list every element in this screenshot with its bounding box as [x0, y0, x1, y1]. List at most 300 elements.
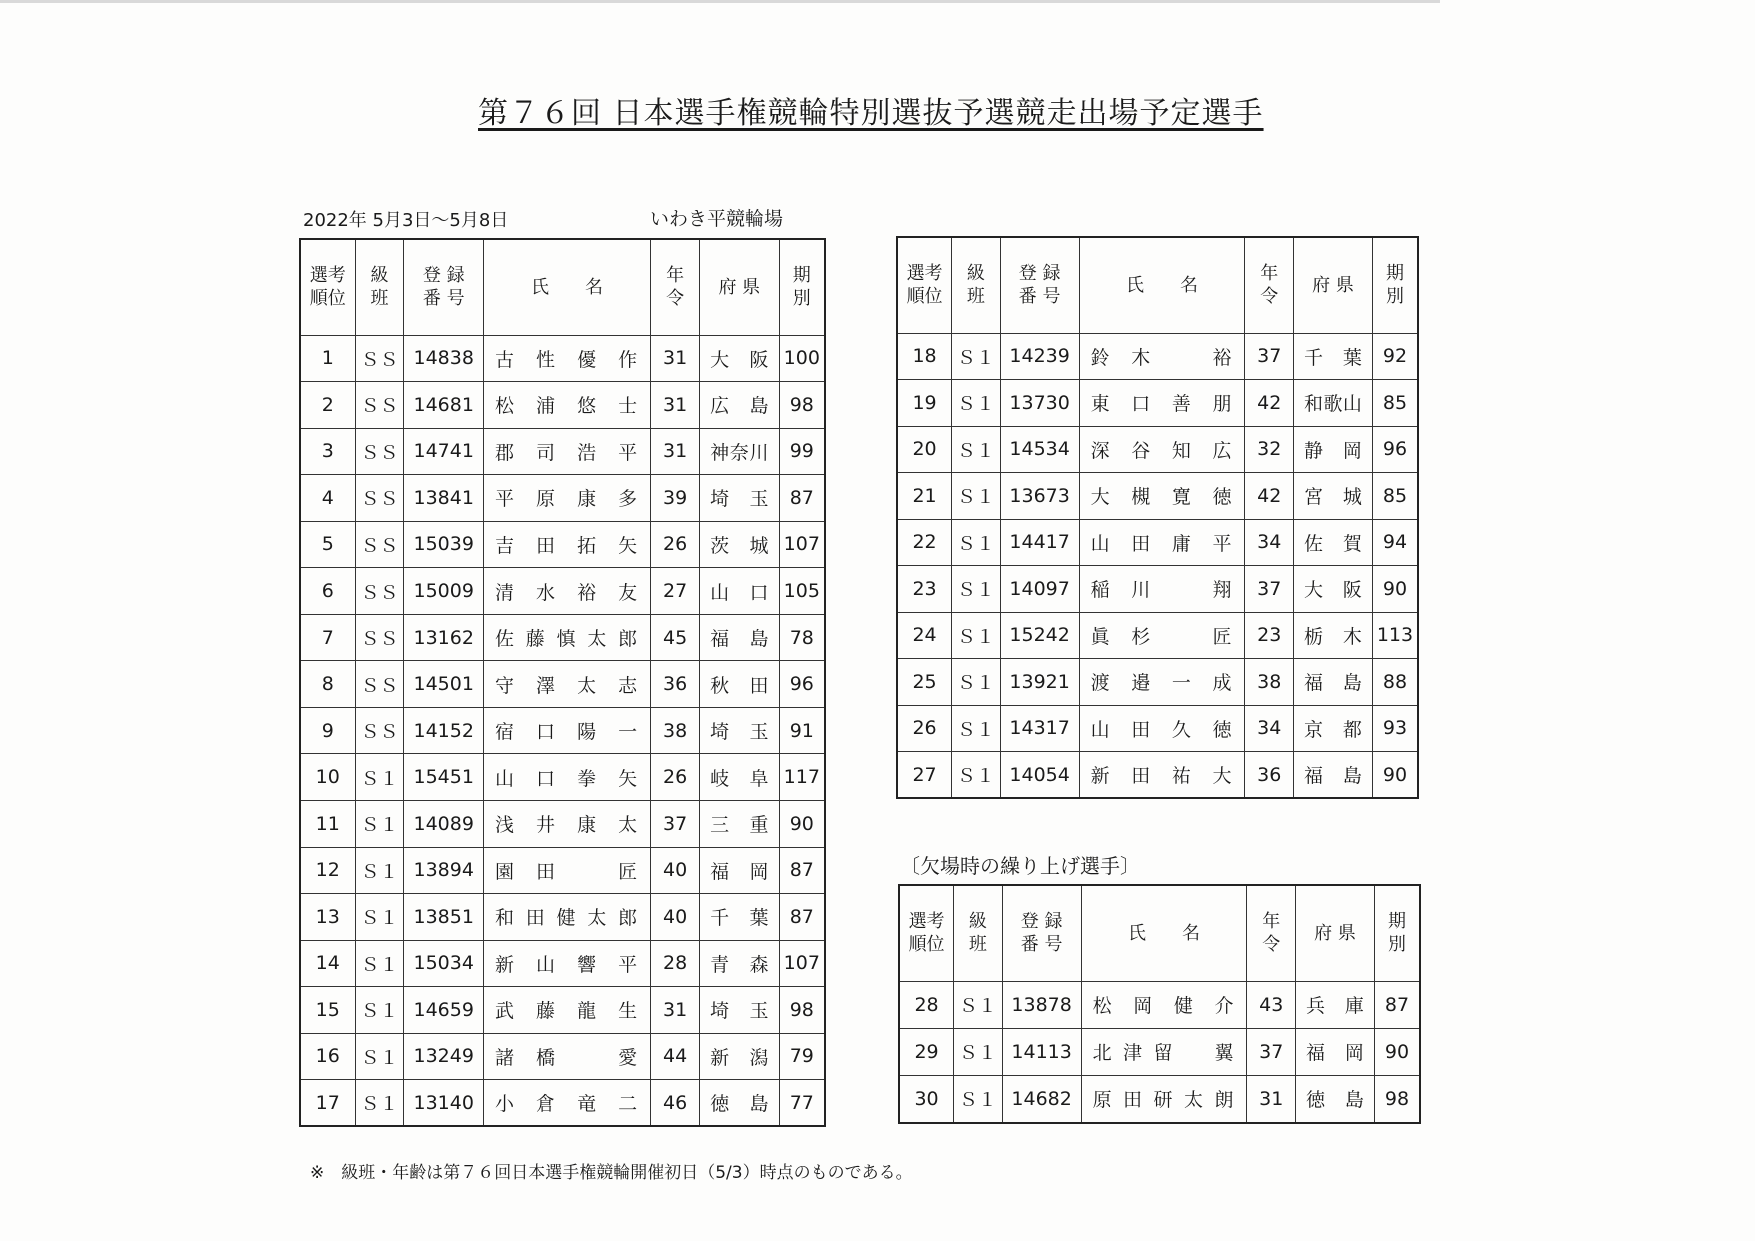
rank-cell: 6	[300, 568, 355, 615]
class-cell: Ｓ１	[355, 1080, 404, 1127]
col-class-header-line2: 班	[370, 288, 389, 310]
age-cell: 40	[651, 847, 700, 894]
reg-number-cell: 13730	[1000, 380, 1079, 427]
table-row	[897, 705, 1418, 752]
reg-number-cell: 15034	[404, 940, 484, 987]
term-cell: 90	[1374, 1028, 1420, 1075]
table-row	[300, 568, 825, 615]
term-cell: 93	[1372, 705, 1418, 752]
table-row	[899, 1028, 1420, 1075]
age-cell: 32	[1245, 426, 1294, 473]
name-cell: 園田 匠	[483, 847, 650, 894]
rank-cell: 22	[897, 519, 952, 566]
name-cell: 大槻寛徳	[1079, 473, 1245, 520]
term-cell: 105	[779, 568, 825, 615]
name-cell: 原田研太朗	[1081, 1076, 1247, 1123]
prefecture-cell: 福島	[1294, 752, 1373, 799]
col-pref-header: 府 県	[700, 239, 780, 335]
col-age-header-line2: 令	[1260, 286, 1279, 308]
class-cell: Ｓ１	[952, 566, 1001, 613]
rank-cell: 15	[300, 987, 355, 1034]
prefecture-cell: 千葉	[700, 894, 780, 941]
col-class-header-line1: 級	[966, 263, 985, 285]
col-age-header-line2: 令	[1262, 934, 1281, 956]
age-cell: 37	[1245, 333, 1294, 380]
prefecture-cell: 和歌山	[1294, 380, 1373, 427]
rank-cell: 19	[897, 380, 952, 427]
rank-cell: 17	[300, 1080, 355, 1127]
table-row	[897, 380, 1418, 427]
term-cell: 99	[779, 428, 825, 475]
class-cell: Ｓ１	[952, 659, 1001, 706]
class-cell: ＳＳ	[355, 568, 404, 615]
reg-number-cell: 15451	[404, 754, 484, 801]
name-cell: 佐藤慎太郎	[483, 614, 650, 661]
prefecture-cell: 佐賀	[1294, 519, 1373, 566]
col-age-header-line1: 年	[1262, 911, 1281, 933]
name-cell: 眞杉 匠	[1079, 612, 1245, 659]
term-cell: 96	[779, 661, 825, 708]
age-cell: 39	[651, 475, 700, 522]
table-row	[300, 707, 825, 754]
age-cell: 36	[651, 661, 700, 708]
date-range: 2022年 5月3日～5月8日	[303, 210, 509, 231]
header-row	[300, 239, 825, 335]
rank-cell: 7	[300, 614, 355, 661]
class-cell: Ｓ１	[355, 940, 404, 987]
prefecture-cell: 埼玉	[700, 987, 780, 1034]
prefecture-cell: 宮城	[1294, 473, 1373, 520]
name-cell: 新田祐大	[1079, 752, 1245, 799]
class-cell: Ｓ１	[954, 1076, 1003, 1123]
name-cell: 宿口陽一	[483, 707, 650, 754]
table-row	[300, 335, 825, 382]
term-cell: 79	[779, 1033, 825, 1080]
reg-number-cell: 14534	[1000, 426, 1079, 473]
name-cell: 鈴木 裕	[1079, 333, 1245, 380]
prefecture-cell: 兵庫	[1296, 981, 1375, 1028]
rank-cell: 1	[300, 335, 355, 382]
age-cell: 42	[1245, 380, 1294, 427]
table-row	[300, 614, 825, 661]
table-row	[300, 1080, 825, 1127]
col-pref-header: 府 県	[1296, 885, 1375, 981]
reg-number-cell: 13140	[404, 1080, 484, 1127]
table-row	[300, 1033, 825, 1080]
table-row	[300, 894, 825, 941]
col-reg-header	[404, 239, 484, 335]
col-class-header-line2: 班	[966, 286, 985, 308]
table-row	[897, 426, 1418, 473]
reg-number-cell: 14682	[1002, 1076, 1081, 1123]
prefecture-cell: 福島	[700, 614, 780, 661]
col-term-header-line1: 期	[1385, 263, 1404, 285]
prefecture-cell: 福岡	[700, 847, 780, 894]
term-cell: 91	[779, 707, 825, 754]
footnote: ※ 級班・年齢は第７６回日本選手権競輪開催初日（5/3）時点のものである。	[310, 1163, 913, 1183]
age-cell: 43	[1247, 981, 1296, 1028]
col-age-header-line2: 令	[666, 288, 685, 310]
name-cell: 小倉竜二	[483, 1080, 650, 1127]
prefecture-cell: 大阪	[700, 335, 780, 382]
col-age-header-line1: 年	[1260, 263, 1279, 285]
age-cell: 38	[651, 707, 700, 754]
reg-number-cell: 15242	[1000, 612, 1079, 659]
rank-cell: 14	[300, 940, 355, 987]
col-rank-header-line1: 選考	[906, 263, 943, 285]
class-cell: ＳＳ	[355, 382, 404, 429]
venue: いわき平競輪場	[650, 208, 784, 230]
name-cell: 吉田拓矢	[483, 521, 650, 568]
name-cell: 稲川 翔	[1079, 566, 1245, 613]
table-row	[300, 940, 825, 987]
age-cell: 27	[651, 568, 700, 615]
class-cell: Ｓ１	[952, 519, 1001, 566]
reg-number-cell: 14113	[1002, 1028, 1081, 1075]
col-age-header	[651, 239, 700, 335]
col-rank-header	[300, 239, 355, 335]
class-cell: Ｓ１	[954, 1028, 1003, 1075]
age-cell: 37	[1245, 566, 1294, 613]
col-rank-header-line2: 順位	[309, 288, 346, 310]
prefecture-cell: 徳島	[1296, 1076, 1375, 1123]
age-cell: 37	[1247, 1028, 1296, 1075]
rank-cell: 5	[300, 521, 355, 568]
rank-cell: 3	[300, 428, 355, 475]
prefecture-cell: 福島	[1294, 659, 1373, 706]
class-cell: Ｓ１	[954, 981, 1003, 1028]
reg-number-cell: 14659	[404, 987, 484, 1034]
col-class-header-line1: 級	[370, 265, 389, 287]
prefecture-cell: 静岡	[1294, 426, 1373, 473]
col-term-header	[1372, 237, 1418, 333]
class-cell: Ｓ１	[952, 612, 1001, 659]
age-cell: 31	[651, 987, 700, 1034]
name-cell: 武藤龍生	[483, 987, 650, 1034]
age-cell: 31	[1247, 1076, 1296, 1123]
col-name-header: 氏 名	[1079, 237, 1245, 333]
rank-cell: 2	[300, 382, 355, 429]
table-row	[300, 475, 825, 522]
prefecture-cell: 広島	[700, 382, 780, 429]
term-cell: 87	[779, 475, 825, 522]
col-term-header-line2: 別	[1385, 286, 1404, 308]
reg-number-cell: 14317	[1000, 705, 1079, 752]
age-cell: 23	[1245, 612, 1294, 659]
name-cell: 北津留 翼	[1081, 1028, 1247, 1075]
class-cell: Ｓ１	[355, 987, 404, 1034]
table-row	[300, 661, 825, 708]
term-cell: 88	[1372, 659, 1418, 706]
rank-cell: 23	[897, 566, 952, 613]
name-cell: 山田久徳	[1079, 705, 1245, 752]
col-class-header	[952, 237, 1001, 333]
term-cell: 98	[1374, 1076, 1420, 1123]
age-cell: 34	[1245, 519, 1294, 566]
col-rank-header-line1: 選考	[309, 265, 346, 287]
col-class-header	[355, 239, 404, 335]
col-term-header-line2: 別	[792, 288, 811, 310]
header-row	[897, 237, 1418, 333]
prefecture-cell: 千葉	[1294, 333, 1373, 380]
age-cell: 31	[651, 428, 700, 475]
col-class-header-line2: 班	[968, 934, 987, 956]
table-row	[897, 566, 1418, 613]
reg-number-cell: 14089	[404, 800, 484, 847]
col-name-header: 氏 名	[483, 239, 650, 335]
reg-number-cell: 14417	[1000, 519, 1079, 566]
age-cell: 40	[651, 894, 700, 941]
table-row	[897, 612, 1418, 659]
reg-number-cell: 14054	[1000, 752, 1079, 799]
col-rank-header-line2: 順位	[908, 934, 945, 956]
term-cell: 78	[779, 614, 825, 661]
col-age-header	[1247, 885, 1296, 981]
rank-cell: 18	[897, 333, 952, 380]
class-cell: Ｓ１	[952, 473, 1001, 520]
col-reg-header-line2: 番 号	[422, 288, 465, 310]
col-reg-header-line2: 番 号	[1020, 934, 1063, 956]
class-cell: Ｓ１	[355, 1033, 404, 1080]
name-cell: 和田健太郎	[483, 894, 650, 941]
col-name-header: 氏 名	[1081, 885, 1247, 981]
rank-cell: 24	[897, 612, 952, 659]
reg-number-cell: 14097	[1000, 566, 1079, 613]
table-row	[300, 428, 825, 475]
table-row	[897, 752, 1418, 799]
prefecture-cell: 京都	[1294, 705, 1373, 752]
class-cell: Ｓ１	[952, 333, 1001, 380]
name-cell: 清水裕友	[483, 568, 650, 615]
term-cell: 90	[1372, 566, 1418, 613]
term-cell: 85	[1372, 473, 1418, 520]
reg-number-cell: 14681	[404, 382, 484, 429]
table-row	[300, 382, 825, 429]
term-cell: 98	[779, 987, 825, 1034]
name-cell: 諸橋 愛	[483, 1033, 650, 1080]
col-term-header-line1: 期	[1387, 911, 1406, 933]
class-cell: ＳＳ	[355, 661, 404, 708]
col-term-header	[779, 239, 825, 335]
term-cell: 117	[779, 754, 825, 801]
prefecture-cell: 秋田	[700, 661, 780, 708]
rank-cell: 13	[300, 894, 355, 941]
age-cell: 26	[651, 521, 700, 568]
col-reg-header-line2: 番 号	[1018, 286, 1061, 308]
prefecture-cell: 埼玉	[700, 475, 780, 522]
rank-cell: 29	[899, 1028, 954, 1075]
col-term-header	[1374, 885, 1420, 981]
class-cell: Ｓ１	[952, 426, 1001, 473]
class-cell: Ｓ１	[952, 705, 1001, 752]
age-cell: 46	[651, 1080, 700, 1127]
class-cell: ＳＳ	[355, 335, 404, 382]
reg-number-cell: 13162	[404, 614, 484, 661]
term-cell: 77	[779, 1080, 825, 1127]
rank-cell: 27	[897, 752, 952, 799]
rank-cell: 21	[897, 473, 952, 520]
reg-number-cell: 13249	[404, 1033, 484, 1080]
table-row	[897, 333, 1418, 380]
term-cell: 92	[1372, 333, 1418, 380]
name-cell: 松浦悠士	[483, 382, 650, 429]
prefecture-cell: 徳島	[700, 1080, 780, 1127]
table-row	[897, 659, 1418, 706]
prefecture-cell: 山口	[700, 568, 780, 615]
col-reg-header-line1: 登 録	[1020, 911, 1063, 933]
col-reg-header	[1000, 237, 1079, 333]
prefecture-cell: 埼玉	[700, 707, 780, 754]
table-row	[300, 521, 825, 568]
col-reg-header-line1: 登 録	[1018, 263, 1061, 285]
col-reg-header	[1002, 885, 1081, 981]
table-row	[899, 981, 1420, 1028]
prefecture-cell: 福岡	[1296, 1028, 1375, 1075]
class-cell: Ｓ１	[355, 847, 404, 894]
reg-number-cell: 15009	[404, 568, 484, 615]
table-row	[300, 987, 825, 1034]
class-cell: ＳＳ	[355, 475, 404, 522]
term-cell: 85	[1372, 380, 1418, 427]
class-cell: ＳＳ	[355, 428, 404, 475]
col-class-header	[954, 885, 1003, 981]
reg-number-cell: 13841	[404, 475, 484, 522]
riders-table-left	[299, 238, 826, 1127]
age-cell: 44	[651, 1033, 700, 1080]
col-rank-header-line1: 選考	[908, 911, 945, 933]
reg-number-cell: 13673	[1000, 473, 1079, 520]
alternates-heading: 〔欠場時の繰り上げ選手〕	[900, 854, 1140, 878]
age-cell: 28	[651, 940, 700, 987]
col-term-header-line1: 期	[792, 265, 811, 287]
prefecture-cell: 大阪	[1294, 566, 1373, 613]
term-cell: 107	[779, 521, 825, 568]
age-cell: 26	[651, 754, 700, 801]
table-row	[300, 754, 825, 801]
age-cell: 34	[1245, 705, 1294, 752]
col-pref-header: 府 県	[1294, 237, 1373, 333]
table-row	[300, 847, 825, 894]
name-cell: 山田庸平	[1079, 519, 1245, 566]
name-cell: 新山響平	[483, 940, 650, 987]
term-cell: 98	[779, 382, 825, 429]
reg-number-cell: 14838	[404, 335, 484, 382]
age-cell: 42	[1245, 473, 1294, 520]
header-row	[899, 885, 1420, 981]
rank-cell: 20	[897, 426, 952, 473]
reg-number-cell: 13878	[1002, 981, 1081, 1028]
age-cell: 45	[651, 614, 700, 661]
col-age-header	[1245, 237, 1294, 333]
age-cell: 38	[1245, 659, 1294, 706]
rank-cell: 8	[300, 661, 355, 708]
table-row	[899, 1076, 1420, 1123]
term-cell: 107	[779, 940, 825, 987]
col-rank-header	[899, 885, 954, 981]
name-cell: 東口善朋	[1079, 380, 1245, 427]
table-row	[300, 800, 825, 847]
prefecture-cell: 栃木	[1294, 612, 1373, 659]
name-cell: 郡司浩平	[483, 428, 650, 475]
col-rank-header	[897, 237, 952, 333]
reg-number-cell: 13921	[1000, 659, 1079, 706]
table-row	[897, 519, 1418, 566]
class-cell: Ｓ１	[355, 754, 404, 801]
reg-number-cell: 14741	[404, 428, 484, 475]
rank-cell: 26	[897, 705, 952, 752]
rank-cell: 10	[300, 754, 355, 801]
col-rank-header-line2: 順位	[906, 286, 943, 308]
term-cell: 87	[779, 847, 825, 894]
age-cell: 31	[651, 382, 700, 429]
term-cell: 87	[779, 894, 825, 941]
name-cell: 深谷知広	[1079, 426, 1245, 473]
reg-number-cell: 14152	[404, 707, 484, 754]
class-cell: ＳＳ	[355, 521, 404, 568]
alternates-table	[898, 884, 1421, 1124]
term-cell: 90	[1372, 752, 1418, 799]
term-cell: 87	[1374, 981, 1420, 1028]
reg-number-cell: 14501	[404, 661, 484, 708]
scan-edge	[0, 0, 1440, 3]
name-cell: 古性優作	[483, 335, 650, 382]
prefecture-cell: 神奈川	[700, 428, 780, 475]
term-cell: 96	[1372, 426, 1418, 473]
class-cell: Ｓ１	[952, 380, 1001, 427]
rank-cell: 12	[300, 847, 355, 894]
prefecture-cell: 茨城	[700, 521, 780, 568]
class-cell: ＳＳ	[355, 614, 404, 661]
reg-number-cell: 13894	[404, 847, 484, 894]
table-row	[897, 473, 1418, 520]
col-age-header-line1: 年	[666, 265, 685, 287]
age-cell: 31	[651, 335, 700, 382]
rank-cell: 11	[300, 800, 355, 847]
name-cell: 守澤太志	[483, 661, 650, 708]
prefecture-cell: 新潟	[700, 1033, 780, 1080]
rank-cell: 4	[300, 475, 355, 522]
term-cell: 113	[1372, 612, 1418, 659]
name-cell: 松岡健介	[1081, 981, 1247, 1028]
age-cell: 37	[651, 800, 700, 847]
reg-number-cell: 13851	[404, 894, 484, 941]
name-cell: 渡邉一成	[1079, 659, 1245, 706]
reg-number-cell: 15039	[404, 521, 484, 568]
name-cell: 平原康多	[483, 475, 650, 522]
prefecture-cell: 岐阜	[700, 754, 780, 801]
col-term-header-line2: 別	[1387, 934, 1406, 956]
name-cell: 浅井康太	[483, 800, 650, 847]
reg-number-cell: 14239	[1000, 333, 1079, 380]
class-cell: Ｓ１	[355, 800, 404, 847]
rank-cell: 28	[899, 981, 954, 1028]
prefecture-cell: 三重	[700, 800, 780, 847]
class-cell: Ｓ１	[952, 752, 1001, 799]
age-cell: 36	[1245, 752, 1294, 799]
rank-cell: 25	[897, 659, 952, 706]
rank-cell: 30	[899, 1076, 954, 1123]
rank-cell: 9	[300, 707, 355, 754]
page-title: 第７６回 日本選手権競輪特別選抜予選競走出場予定選手	[478, 96, 1264, 131]
class-cell: ＳＳ	[355, 707, 404, 754]
rank-cell: 16	[300, 1033, 355, 1080]
term-cell: 94	[1372, 519, 1418, 566]
col-reg-header-line1: 登 録	[422, 265, 465, 287]
term-cell: 100	[779, 335, 825, 382]
prefecture-cell: 青森	[700, 940, 780, 987]
col-class-header-line1: 級	[968, 911, 987, 933]
term-cell: 90	[779, 800, 825, 847]
